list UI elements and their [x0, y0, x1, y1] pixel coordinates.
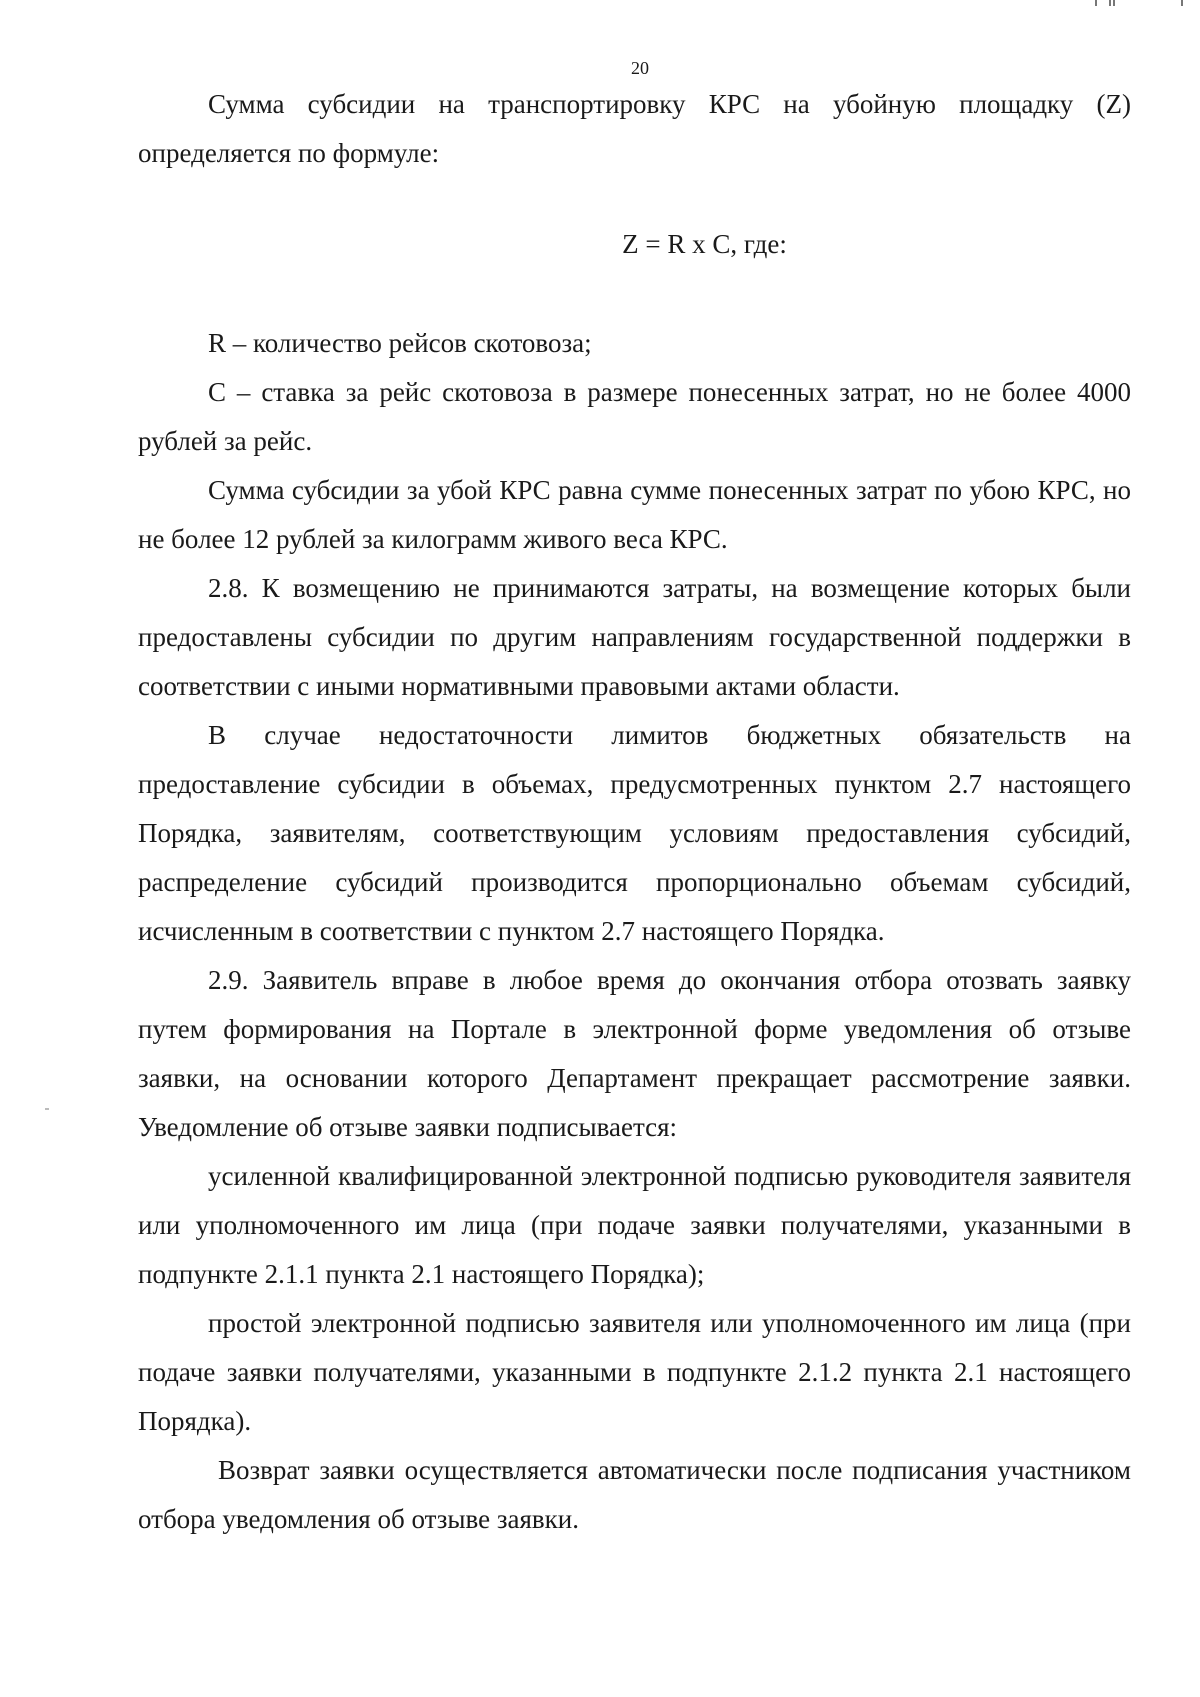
scan-edge-mark	[1075, 0, 1185, 6]
paragraph-slaughter-subsidy: Сумма субсидии за убой КРС равна сумме понесенных затрат по убою КРС, но не более 12 рублей за килограмм живого веса КРС.	[138, 475, 1131, 554]
paragraph-return: Возврат заявки осуществляется автоматически после подписания участником отбора уведомления об отзыве заявки.	[138, 1455, 1131, 1534]
page-number: 20	[631, 58, 649, 78]
document-body	[138, 80, 1131, 1544]
definition-c: С – ставка за рейс скотовоза в размере понесенных затрат, но не более 4000 рублей за рейс.	[138, 377, 1131, 456]
paragraph-transport-subsidy: Сумма субсидии на транспортировку КРС на убойную площадку (Z) определяется по формуле:	[138, 89, 1131, 168]
formula: Z = R x C, где:	[622, 229, 787, 259]
paragraph-limits: В случае недостаточности лимитов бюджетных обязательств на предоставление субсидии в объемах, предусмотренных пунктом 2.7 настоящего Порядка, заявителям, соответствующим условиям предоставления субсидий, распределение субсидий производится пропорционально объемам субсидий, исчисленным в соответствии с пунктом 2.7 настоящего Порядка.	[138, 720, 1131, 946]
scan-dust-mark	[45, 1108, 49, 1110]
paragraph-simple-signature: простой электронной подписью заявителя или уполномоченного им лица (при подаче заявки получателями, указанными в подпункте 2.1.2 пункта 2.1 настоящего Порядка).	[138, 1308, 1131, 1436]
paragraph-2-9: 2.9. Заявитель вправе в любое время до окончания отбора отозвать заявку путем формирования на Портале в электронной форме уведомления об отзыве заявки, на основании которого Департамент прекращает рассмотрение заявки. Уведомление об отзыве заявки подписывается:	[138, 965, 1131, 1142]
definition-r: R – количество рейсов скотовоза;	[208, 328, 592, 358]
paragraph-2-8: 2.8. К возмещению не принимаются затраты, на возмещение которых были предоставлены субсидии по другим направлениям государственной поддержки в соответствии с иными нормативными правовыми актами области.	[138, 573, 1131, 701]
paragraph-qualified-signature: усиленной квалифицированной электронной подписью руководителя заявителя или уполномоченного им лица (при подаче заявки получателями, указанными в подпункте 2.1.1 пункта 2.1 настоящего Порядка);	[138, 1161, 1131, 1289]
